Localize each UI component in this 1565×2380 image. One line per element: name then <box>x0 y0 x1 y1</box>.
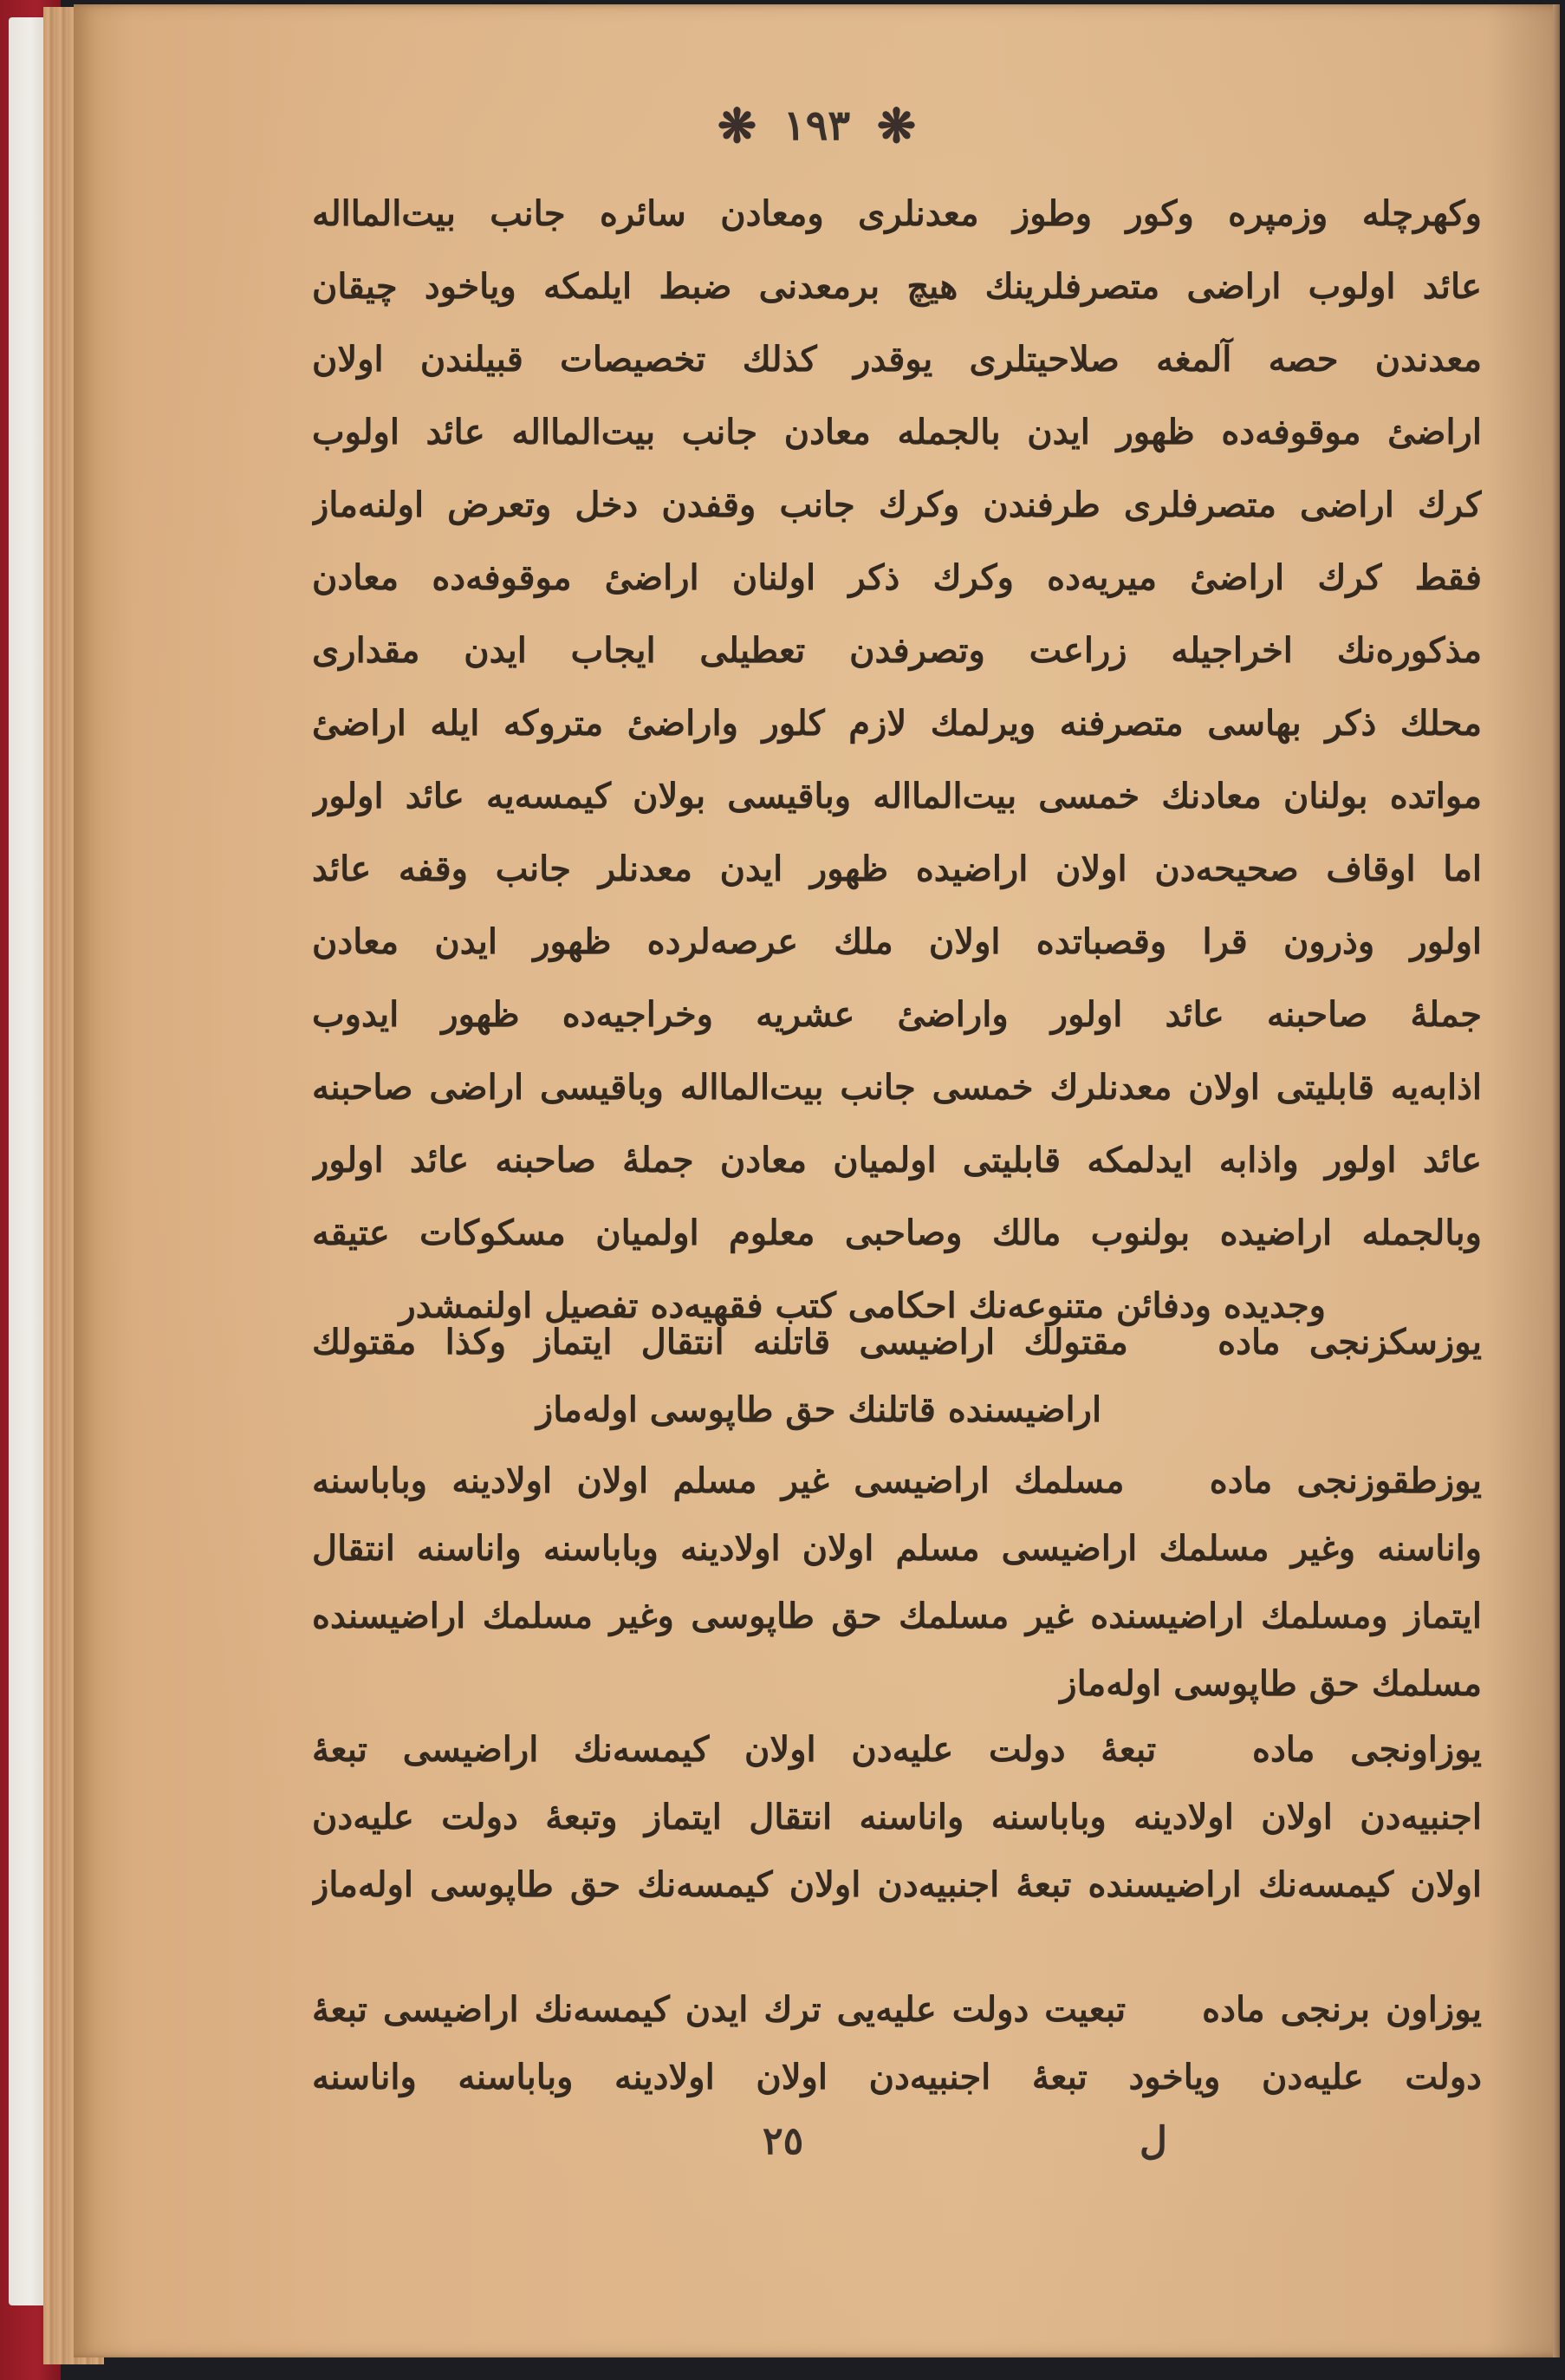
text-line: جمله‌ٔ صاحبنه عائد اولور واراضیٔ عشریه وخراجیه‌ده ظهور ایدوب <box>312 994 1482 1035</box>
text-line: اذابه‌یه قابلیتی اولان معدنلرك خمسی جانب بیت‌المااله وباقیسی اراضی صاحبنه <box>312 1067 1482 1108</box>
text-line: مسلمك حق طاپوسی اوله‌ماز <box>1060 1663 1482 1704</box>
page-number: ١٩٣ <box>782 101 851 150</box>
article-first-line <box>312 1716 1482 1784</box>
page-header <box>74 98 1560 153</box>
article-111 <box>312 1976 1482 2111</box>
text-line: کرك اراضی متصرفلری طرفندن وکرك جانب وقفدن دخل وتعرض اولنه‌ماز <box>312 484 1482 525</box>
text-line: مذکوره‌نك اخراجیله زراعت وتصرفدن تعطیلی ایجاب ایدن مقداری <box>312 630 1482 671</box>
text-line: اجنبیه‌دن اولان اولادینه وباباسنه واناسنه انتقال ایتماز وتبعهٔ دولت علیه‌دن <box>312 1797 1482 1837</box>
page-edge <box>1553 4 1560 2357</box>
ornament-left-icon: ❋ <box>717 98 757 153</box>
text-line: عائد اولوب اراضی متصرفلرینك هیچ برمعدنی ضبط ایلمکه ویاخود چیقان <box>312 266 1482 307</box>
text-line: وجدیده ودفائن متنوعه‌نك احکامی کتب فقهیه‌ده تفصیل اولنمشدر <box>399 1285 1326 1326</box>
text-line: اولان کیمسه‌نك اراضیسنده تبعهٔ اجنبیه‌دن اولان کیمسه‌نك حق طاپوسی اوله‌ماز <box>312 1864 1482 1905</box>
article-109 <box>312 1447 1482 1718</box>
text-line: مقتولك اراضیسی قاتلنه انتقال ایتماز وکذا مقتولك <box>312 1322 1128 1362</box>
text-line: وبالجمله اراضیده بولنوب مالك وصاحبی معلوم اولمیان مسکوکات عتیقه <box>312 1213 1482 1253</box>
article-title: یوزسکزنجی ماده <box>1218 1322 1482 1362</box>
text-line: محلك ذکر بهاسی متصرفنه ویرلمك لازم کلور واراضیٔ متروکه ایله اراضیٔ <box>312 703 1482 744</box>
article-110 <box>312 1716 1482 1919</box>
article-108 <box>312 1309 1482 1444</box>
article-first-line <box>312 1447 1482 1515</box>
text-line: عائد اولور واذابه ایدلمکه قابلیتی اولمیان معادن جمله‌ٔ صاحبنه عائد اولور <box>312 1140 1482 1180</box>
main-paragraph <box>312 178 1482 1343</box>
article-first-line <box>312 1309 1482 1376</box>
book-page <box>74 4 1560 2357</box>
text-line: ایتماز ومسلمك اراضیسنده غیر مسلمك حق طاپوسی وغیر مسلمك اراضیسنده <box>312 1596 1482 1636</box>
catchword: ل <box>1140 2119 1167 2163</box>
text-line: وکهرچله وزمپره وکور وطوز معدنلری ومعادن سائره جانب بیت‌المااله <box>312 193 1482 234</box>
article-title: یوزاونجی ماده <box>1252 1729 1482 1770</box>
text-line: اراضیسنده قاتلنك حق طاپوسی اوله‌ماز <box>536 1389 1102 1430</box>
text-line: دولت علیه‌دن ویاخود تبعهٔ اجنبیه‌دن اولان اولادینه وباباسنه واناسنه <box>312 2057 1482 2097</box>
article-first-line <box>312 1976 1482 2044</box>
text-line: فقط کرك اراضیٔ میریه‌ده وکرك ذکر اولنان اراضیٔ موقوفه‌ده معادن <box>312 557 1482 598</box>
ornament-right-icon: ❋ <box>876 98 917 153</box>
text-line: معدندن حصه آلمغه صلاحیتلری یوقدر کذلك تخصیصات قبیلندن اولان <box>312 339 1482 380</box>
signature-number: ٢٥ <box>763 2119 804 2163</box>
text-line: واناسنه وغیر مسلمك اراضیسی مسلم اولان اولادینه وباباسنه واناسنه انتقال <box>312 1528 1482 1569</box>
text-line: اراضیٔ موقوفه‌ده ظهور ایدن بالجمله معادن جانب بیت‌المااله عائد اولوب <box>312 412 1482 452</box>
text-line: اولور وذرون قرا وقصباتده اولان ملك عرصه‌لرده ظهور ایدن معادن <box>312 921 1482 962</box>
text-line: مواتده بولنان معادنك خمسی بیت‌المااله وباقیسی بولان کیمسه‌یه عائد اولور <box>312 776 1482 816</box>
text-line: تبعیت دولت علیه‌یی ترك ایدن کیمسه‌نك اراضیسی تبعهٔ <box>312 1989 1127 2030</box>
article-title: یوزاون برنجی ماده <box>1202 1989 1482 2030</box>
text-line: مسلمك اراضیسی غیر مسلم اولان اولادینه وباباسنه <box>312 1460 1125 1501</box>
article-title: یوزطقوزنجی ماده <box>1209 1460 1482 1501</box>
text-line: تبعهٔ دولت علیه‌دن اولان کیمسه‌نك اراضیسی تبعهٔ <box>312 1729 1157 1770</box>
text-line: اما اوقاف صحیحه‌دن اولان اراضیده ظهور ایدن معدنلر جانب وقفه عائد <box>312 849 1482 889</box>
